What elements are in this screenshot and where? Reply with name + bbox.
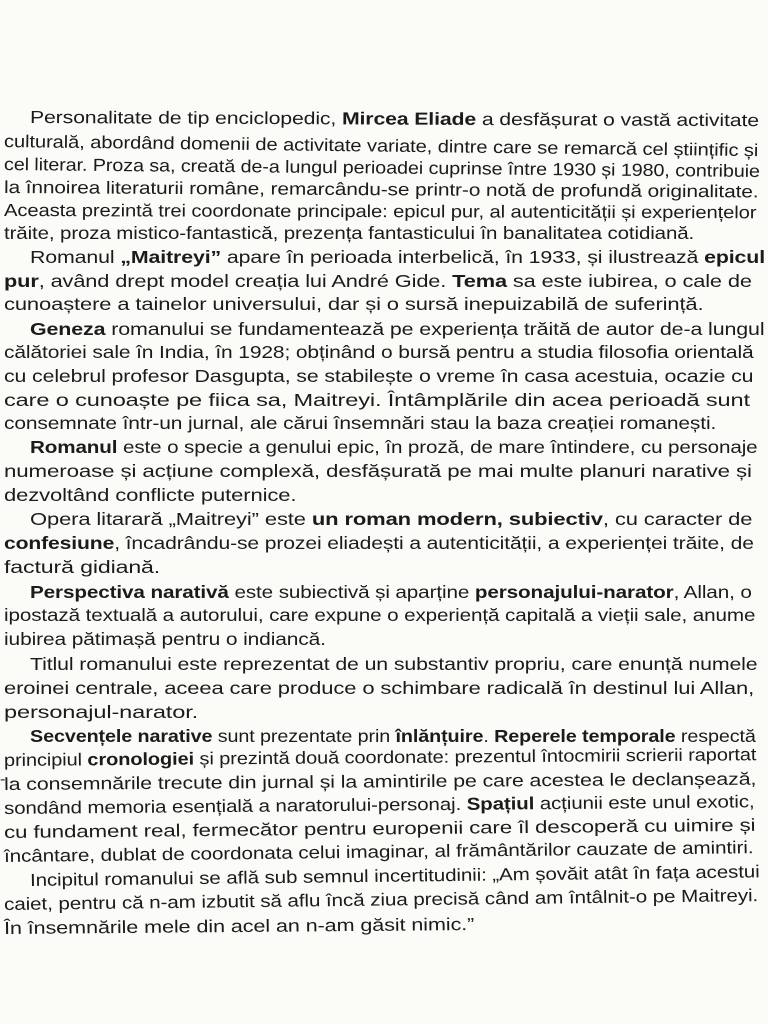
text-segment: este o specie a genului epic, în proză, de mare întindere, cu personaje: [117, 437, 758, 457]
text-segment: care o cunoaște pe fiica sa, Maitreyi. Întâmplările din acea perioadă sunt: [4, 390, 750, 410]
text-segment: dezvoltând conflicte puternice.: [4, 485, 297, 505]
text-line: [4, 222, 694, 244]
text-segment: principiul: [3, 749, 88, 770]
text-segment: încântare, dublat de coordonata celui imaginar, al frământărilor cauzate de amintiri.: [3, 837, 754, 866]
text-line: [4, 199, 757, 223]
text-line: [4, 743, 756, 771]
bold-term: confesiune: [4, 533, 115, 553]
text-segment: personajul-narator.: [4, 702, 199, 722]
bold-term: Secvențele narative: [30, 726, 213, 746]
text-segment: Opera litarară „Maitreyi” este: [30, 509, 312, 529]
text-segment: apare în perioada interbelică, în 1933, și ilustrează: [221, 247, 705, 267]
bold-term: Mircea Eliade: [341, 108, 477, 129]
text-segment: , Allan, o: [673, 582, 752, 602]
text-segment: Romanul: [30, 247, 121, 267]
text-segment: este subiectivă și aparține: [228, 582, 475, 602]
bold-term: „Maitreyi”: [120, 247, 222, 267]
bold-term: un roman modern, subiectiv: [311, 509, 603, 529]
bold-term: Reperele temporale: [494, 726, 676, 746]
text-segment: factură gidiană.: [4, 557, 161, 577]
text-line: [30, 508, 752, 530]
text-segment: eroinei centrale, aceea care produce o schimbare radicală în destinul lui Allan,: [4, 678, 755, 698]
text-segment: ipostază textuală a autorului, care expune o experiență capitală a vieții sale, anume: [4, 605, 756, 625]
text-line: [4, 389, 750, 411]
text-segment: culturală, abordând domenii de activitate variate, dintre care se remarcă cel științific și: [3, 131, 759, 161]
text-line: [4, 628, 326, 650]
bold-term: Tema: [452, 271, 507, 291]
text-segment: În însemnările mele din acel an n-am găsit nimic.”: [3, 914, 475, 938]
text-segment: cel literar. Proza sa, creată de-a lungul perioadei cuprinse între 1930 și 1980, contribuie: [3, 154, 761, 181]
text-segment: cunoaștere a tainelor universului, dar și o sursă inepuizabilă de suferință.: [4, 294, 704, 314]
text-segment: romanului se fundamentează pe experiența trăită de autor de-a lungul: [105, 319, 765, 339]
text-segment: acțiunii este unul exotic,: [534, 791, 755, 814]
text-segment: și prezintă două coordonate: prezentul întocmirii scrierii raportat: [193, 744, 757, 769]
text-segment: la consemnările trecute din jurnal și la amintirile pe care acestea le declanșează,: [3, 768, 757, 794]
text-line: [4, 341, 754, 363]
text-segment: iubirea pătimașă pentru o indiancă.: [4, 629, 326, 649]
text-line: [4, 701, 198, 723]
bold-term: Geneza: [30, 319, 106, 339]
text-line: [4, 460, 752, 482]
text-segment: Incipitul romanului se află sub semnul incertitudinii: „Am șovăit atât în fața acestui: [29, 861, 760, 890]
text-line: [4, 556, 160, 578]
bold-term: Romanul: [30, 437, 118, 457]
text-line: [30, 581, 752, 603]
text-line: [30, 653, 758, 675]
text-segment: cu fundament real, fermecător pentru europenii care îl descoperă cu uimire și: [3, 814, 756, 842]
text-line: [4, 677, 754, 699]
text-line: [4, 293, 704, 315]
text-segment: călătoriei sale în India, în 1928; obținând o bursă pentru a studia filosofia orientală: [4, 342, 754, 362]
text-line: [4, 532, 754, 554]
bold-term: epicul: [704, 247, 766, 267]
text-line: [30, 318, 764, 340]
text-segment: , având drept model creația lui André Gide.: [38, 271, 453, 291]
text-line: [4, 484, 296, 506]
text-segment: caiet, pentru că n-am izbutit să aflu încă ziua precisă când am întâlnit-o pe Maitreyi.: [3, 885, 759, 914]
text-segment: sunt prezentate prin: [212, 726, 396, 746]
text-segment: sondând memoria esențială a naratorului-personaj.: [3, 793, 467, 818]
text-line: [30, 436, 758, 458]
text-segment: Personalitate de tip enciclopedic,: [29, 107, 343, 129]
text-segment: , cu caracter de: [602, 509, 753, 529]
text-segment: .: [483, 726, 495, 746]
text-segment: , încadrându-se prozei eliadești a autenticității, a experienței trăite, de: [114, 533, 754, 553]
text-segment: a desfășurat o vastă activitate: [476, 108, 760, 131]
margin-mark: -: [0, 771, 6, 788]
text-line: [30, 106, 759, 131]
text-segment: cu celebrul profesor Dasgupta, se stabilește o vreme în casa acestuia, ocazie cu: [4, 366, 754, 386]
text-line: [4, 270, 752, 292]
text-segment: trăite, proza mistico-fantastică, prezența fantasticului în banalitatea cotidiană.: [4, 223, 695, 243]
text-line: [4, 913, 474, 939]
text-segment: Aceasta prezintă trei coordonate principale: epicul pur, al autenticității și experiențelor: [3, 200, 757, 223]
text-segment: respectă: [675, 726, 756, 746]
text-segment: consemnate într-un jurnal, ale cărui însemnări stau la baza creației romanești.: [4, 413, 717, 433]
bold-term: Perspectiva narativă: [30, 582, 229, 602]
text-line: [30, 246, 765, 268]
text-segment: sa este iubirea, o cale de: [506, 271, 752, 291]
text-segment: Titlul romanului este reprezentat de un substantiv propriu, care enunță numele: [30, 654, 758, 674]
bold-term: cronologiei: [87, 748, 195, 770]
text-segment: la înnoirea literaturii române, remarcându-se printr-o notă de profundă originalitate.: [3, 177, 759, 202]
bold-term: pur: [4, 271, 39, 291]
bold-term: personajului-narator: [474, 582, 674, 602]
text-line: [4, 412, 716, 434]
text-line: [4, 365, 753, 387]
text-segment: numeroase și acțiune complexă, desfășurată pe mai multe planuri narative și: [4, 461, 752, 481]
text-line: [4, 604, 755, 626]
bold-term: înlănțuire: [395, 726, 484, 746]
bold-term: Spațiul: [466, 793, 535, 814]
